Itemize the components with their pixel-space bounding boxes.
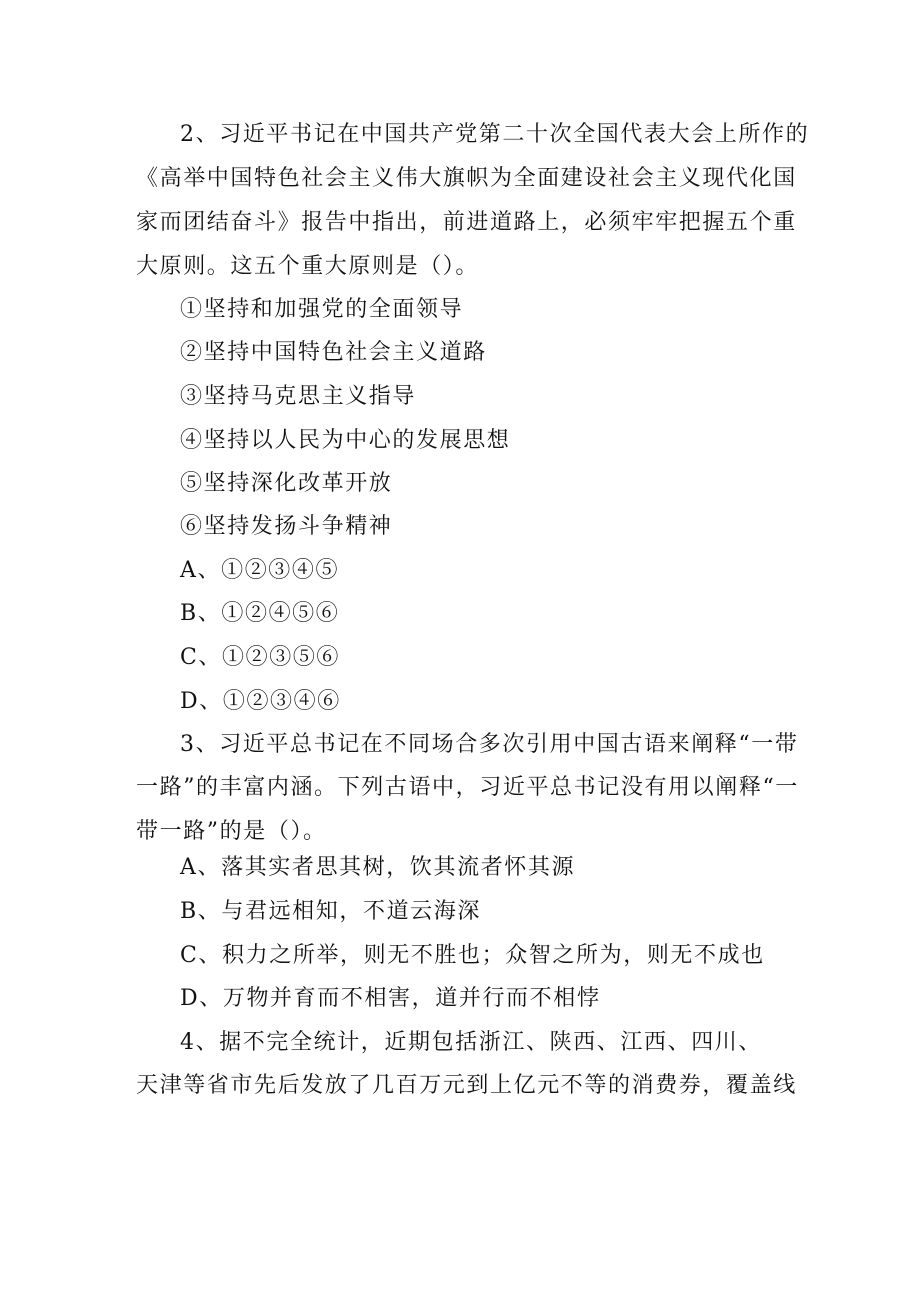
q3-stem-line-1: 3、习近平总书记在不同场合多次引用中国古语来阐释“一带 <box>180 732 799 757</box>
q4-stem-line-2: 天津等省市先后发放了几百万元到上亿元不等的消费券，覆盖线 <box>136 1073 797 1098</box>
q2-item-1: ①坚持和加强党的全面领导 <box>180 297 464 322</box>
q3-stem-line-3: 带一路”的是（）。 <box>136 819 327 844</box>
q2-item-5: ⑤坚持深化改革开放 <box>180 471 393 496</box>
q3-option-a: A、落其实者思其树，饮其流者怀其源 <box>180 855 576 880</box>
q2-item-4: ④坚持以人民为中心的发展思想 <box>180 428 511 453</box>
q2-stem-line-2: 《高举中国特色社会主义伟大旗帜为全面建设社会主义现代化国 <box>136 166 797 191</box>
q2-item-2: ②坚持中国特色社会主义道路 <box>180 340 487 365</box>
q3-option-c: C、积力之所举，则无不胜也；众智之所为，则无不成也 <box>180 943 765 968</box>
q2-option-a: A、①②③④⑤ <box>180 558 340 583</box>
q3-option-d: D、万物并育而不相害，道并行而不相悖 <box>180 986 601 1011</box>
q2-option-b: B、①②④⑤⑥ <box>180 601 340 626</box>
q4-stem-line-1: 4、据不完全统计，近期包括浙江、陕西、江西、四川、 <box>180 1030 762 1055</box>
q3-option-b: B、与君远相知，不道云海深 <box>180 899 481 924</box>
q2-stem-line-4: 大原则。这五个重大原则是（）。 <box>136 254 480 279</box>
q2-stem-line-1: 2、习近平书记在中国共产党第二十次全国代表大会上所作的 <box>180 122 810 147</box>
q2-option-c: C、①②③⑤⑥ <box>180 645 341 670</box>
q3-stem-line-2: 一路”的丰富内涵。下列古语中，习近平总书记没有用以阐释“一 <box>136 775 799 800</box>
q2-item-3: ③坚持马克思主义指导 <box>180 384 417 409</box>
q2-stem-line-3: 家而团结奋斗》报告中指出，前进道路上，必须牢牢把握五个重 <box>136 210 797 235</box>
q2-option-d: D、①②③④⑥ <box>180 689 341 714</box>
q2-item-6: ⑥坚持发扬斗争精神 <box>180 514 393 539</box>
